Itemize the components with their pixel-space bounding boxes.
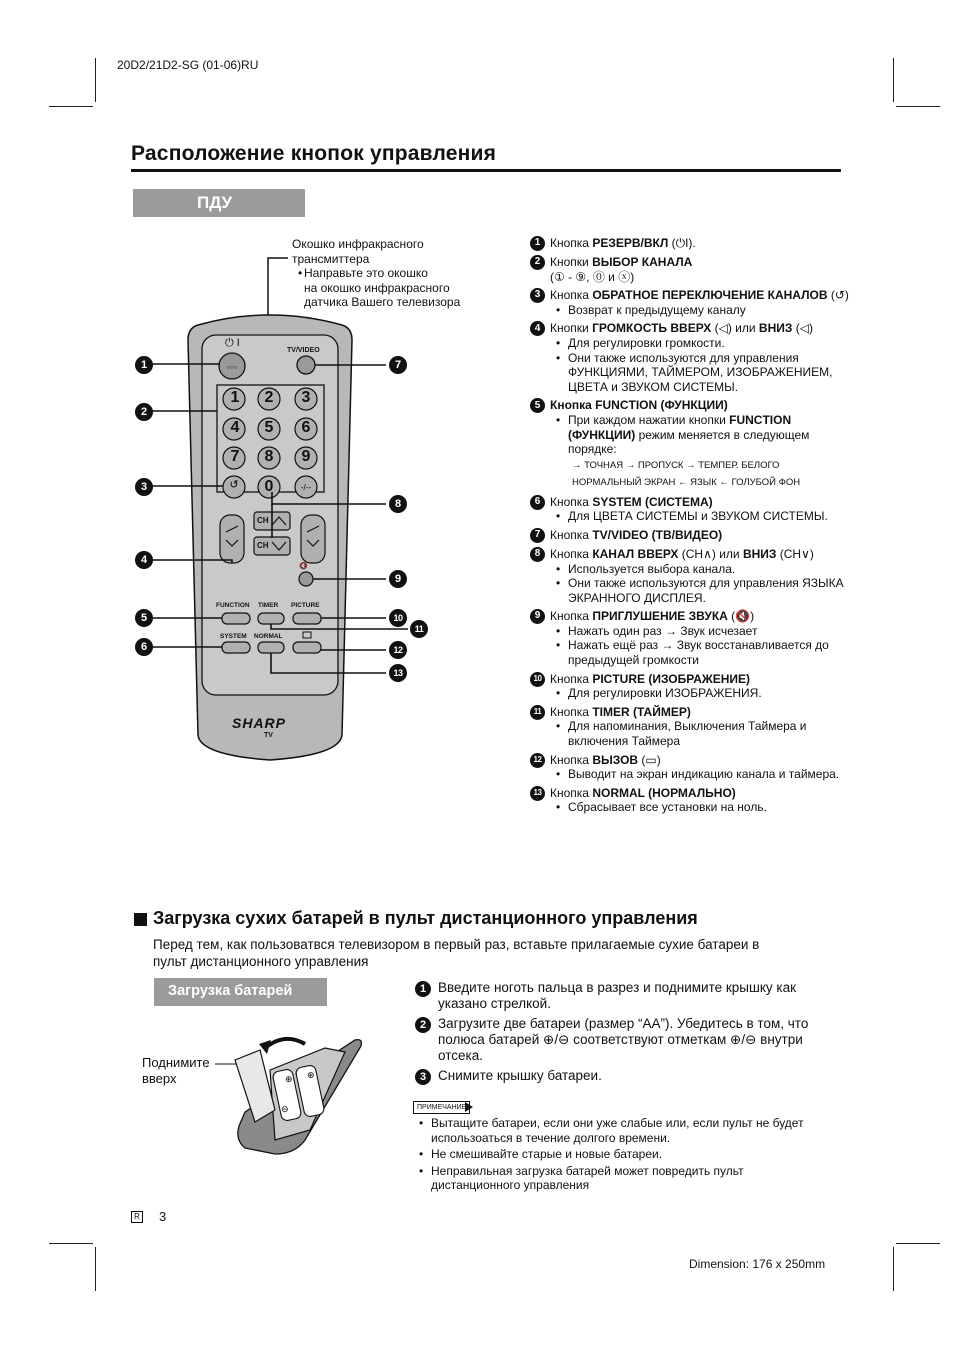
ir-caption-line: трансмиттера bbox=[292, 251, 370, 266]
ir-caption-line: Окошко инфракрасного bbox=[292, 237, 424, 251]
svg-text:⊕: ⊕ bbox=[285, 1075, 293, 1085]
battery-intro: Перед тем, как пользоватвся телевизором в первый раз, вставьте прилагаемые сухие батареи в пульт дистанционного управления bbox=[153, 937, 760, 969]
svg-text:-/--: -/-- bbox=[300, 483, 312, 492]
desc-item-3: 3 Кнопка ОБРАТНОЕ ПЕРЕКЛЮЧЕНИЕ КАНАЛОВ (↺) • Возврат к предыдущему каналу bbox=[530, 288, 850, 317]
system-label: SYSTEM bbox=[220, 633, 247, 640]
doc-code: 20D2/21D2-SG (01-06)RU bbox=[117, 58, 259, 72]
desc-item-2: 2 Кнопки ВЫБОР КАНАЛА (① - ⑨, ⓪ и ⓧ) bbox=[530, 255, 850, 284]
step-1: 1 Введите ноготь пальца в разрез и поднимите крышку как указано стрелкой. bbox=[415, 980, 845, 1012]
lift-label: Поднимите вверх bbox=[142, 1055, 210, 1086]
crop-mark bbox=[49, 1243, 93, 1244]
digit-1: 1 bbox=[230, 389, 240, 406]
remote-tvvideo-label: TV/VIDEO bbox=[287, 347, 320, 354]
desc-item-5: 5 Кнопка FUNCTION (ФУНКЦИИ) • При каждом нажатии кнопки FUNCTION (ФУНКЦИИ) режим меняется в следующем порядке: → ТОЧНАЯ → ПРОПУСК → ТЕМПЕР. БЕЛОГО НОРМАЛЬНЫЙ ЭКРАН ← ЯЗЫК ← ГОЛУБОЙ ФОН bbox=[530, 398, 850, 490]
svg-text:○○○: ○○○ bbox=[226, 365, 238, 371]
remote-power-symbol: ⏻ I bbox=[225, 337, 240, 349]
note-item: • Не смешивайте старые и новые батареи. bbox=[413, 1147, 833, 1162]
crop-mark bbox=[893, 1247, 894, 1291]
callout-13: 13 bbox=[389, 664, 407, 682]
function-cycle: → ТОЧНАЯ → ПРОПУСК → ТЕМПЕР. БЕЛОГО НОРМАЛЬНЫЙ ЭКРАН ← ЯЗЫК ← ГОЛУБОЙ ФОН bbox=[572, 459, 801, 488]
svg-text:↺: ↺ bbox=[229, 478, 239, 491]
battery-heading: Загрузка сухих батарей в пульт дистанционного управления bbox=[153, 908, 698, 928]
callout-4: 4 bbox=[135, 551, 153, 569]
dimension-note: Dimension: 176 x 250mm bbox=[689, 1257, 826, 1271]
page-number: 3 bbox=[159, 1209, 167, 1224]
note-arrow-icon bbox=[465, 1102, 473, 1112]
function-label: FUNCTION bbox=[216, 602, 250, 609]
desc-item-10: 10 Кнопка PICTURE (ИЗОБРАЖЕНИЕ) • Для регулировки ИЗОБРАЖЕНИЯ. bbox=[530, 672, 850, 701]
battery-notes bbox=[413, 1116, 833, 1195]
crop-mark bbox=[49, 106, 93, 107]
desc-item-11: 11 Кнопка TIMER (ТАЙМЕР) • Для напоминания, Выключения Таймера и включения Таймера bbox=[530, 705, 850, 749]
desc-item-6: 6 Кнопка SYSTEM (СИСТЕМА) • Для ЦВЕТА СИСТЕМЫ и ЗВУКОМ СИСТЕМЫ. bbox=[530, 495, 850, 524]
digit-6: 6 bbox=[301, 419, 311, 436]
callout-2: 2 bbox=[135, 403, 153, 421]
language-mark: R bbox=[131, 1211, 143, 1223]
digit-5: 5 bbox=[264, 419, 274, 436]
battery-steps bbox=[415, 980, 845, 1089]
desc-item-8: 8 Кнопка КАНАЛ ВВЕРХ (CH∧) или ВНИЗ (CH∨) • Используется выбора канала. • Они также используются для управления ЯЗЫКА ЭКРАННОГО ДИСПЛЕЯ. bbox=[530, 547, 850, 605]
battery-sub-tag: Загрузка батарей bbox=[154, 978, 327, 1006]
crop-mark bbox=[896, 106, 940, 107]
svg-text:⊖: ⊖ bbox=[281, 1105, 289, 1115]
desc-item-4: 4 Кнопки ГРОМКОСТЬ ВВЕРХ (◁) или ВНИЗ (◁) • Для регулировки громкости. • Они также используются для управления ФУНКЦИЯМИ, ТАЙМЕРОМ, ИЗОБРАЖЕНИЕМ, ЦВЕТА и ЗВУКОМ СИСТЕМЫ. bbox=[530, 321, 850, 394]
callout-3: 3 bbox=[135, 478, 153, 496]
digit-3: 3 bbox=[301, 389, 311, 406]
remote-illustration bbox=[120, 240, 420, 775]
desc-item-13: 13 Кнопка NORMAL (НОРМАЛЬНО) • Сбрасывает все установки на ноль. bbox=[530, 786, 850, 815]
callout-8: 8 bbox=[389, 495, 407, 513]
callout-6: 6 bbox=[135, 638, 153, 656]
digit-2: 2 bbox=[264, 389, 274, 406]
title-rule bbox=[131, 169, 841, 172]
step-3: 3 Снимите крышку батареи. bbox=[415, 1068, 845, 1085]
sharp-logo: SHARP bbox=[232, 715, 287, 731]
crop-mark bbox=[95, 1247, 96, 1291]
svg-text:⊕: ⊕ bbox=[307, 1071, 315, 1081]
ir-caption-line: на окошко инфракрасного bbox=[304, 280, 450, 295]
callout-12: 12 bbox=[389, 641, 407, 659]
note-label: ПРИМЕЧАНИЕ bbox=[413, 1101, 470, 1114]
desc-item-1: 1 Кнопка РЕЗЕРВ/ВКЛ (⏻I). bbox=[530, 236, 850, 251]
note-item: • Неправильная загрузка батарей может повредить пульт дистанционного управления bbox=[413, 1164, 833, 1193]
sharp-tv-label: TV bbox=[264, 732, 273, 739]
ch-up-label: CH bbox=[257, 516, 269, 525]
section-tag: ПДУ bbox=[133, 189, 305, 217]
button-descriptions bbox=[530, 236, 850, 819]
digit-8: 8 bbox=[264, 448, 274, 465]
normal-label: NORMAL bbox=[254, 633, 283, 640]
digit-0: 0 bbox=[264, 478, 274, 495]
ir-caption-bullet: • Направьте это окошко bbox=[292, 266, 492, 281]
crop-mark bbox=[893, 58, 894, 102]
ir-caption-line: датчика Вашего телевизора bbox=[304, 295, 461, 309]
callout-7: 7 bbox=[389, 356, 407, 374]
callout-9: 9 bbox=[389, 570, 407, 588]
crop-mark bbox=[896, 1243, 940, 1244]
desc-item-9: 9 Кнопка ПРИГЛУШЕНИЕ ЗВУКА (🔇) • Нажать один раз → Звук исчезает • Нажать ещё раз → Звук восстанавливается до предыдущей громкости bbox=[530, 609, 850, 667]
svg-text:🔇: 🔇 bbox=[299, 562, 308, 570]
page-title: Расположение кнопок управления bbox=[131, 142, 497, 165]
callout-10: 10 bbox=[389, 609, 407, 627]
note-item: • Вытащите батареи, если они уже слабые или, если пульт не будет использоаться в течение долгого времени. bbox=[413, 1116, 833, 1145]
desc-item-12: 12 Кнопка ВЫЗОВ (▭) • Выводит на экран индикацию канала и таймера. bbox=[530, 753, 850, 782]
digit-4: 4 bbox=[230, 419, 240, 436]
step-2: 2 Загрузите две батареи (размер “AA”). Убедитесь в том, что полюса батарей ⊕/⊖ соответствуют отметкам ⊕/⊖ внутри отсека. bbox=[415, 1016, 845, 1064]
callout-1: 1 bbox=[135, 356, 153, 374]
battery-illustration bbox=[215, 1030, 365, 1160]
desc-item-7: 7 Кнопка TV/VIDEO (ТВ/ВИДЕО) bbox=[530, 528, 850, 543]
crop-mark bbox=[95, 58, 96, 102]
callout-5: 5 bbox=[135, 609, 153, 627]
timer-label: TIMER bbox=[258, 602, 279, 609]
picture-label: PICTURE bbox=[291, 602, 320, 609]
digit-9: 9 bbox=[301, 448, 311, 465]
ch-down-label: CH bbox=[257, 541, 269, 550]
section-square-icon bbox=[134, 913, 147, 926]
callout-11: 11 bbox=[410, 620, 428, 638]
digit-7: 7 bbox=[230, 448, 240, 465]
